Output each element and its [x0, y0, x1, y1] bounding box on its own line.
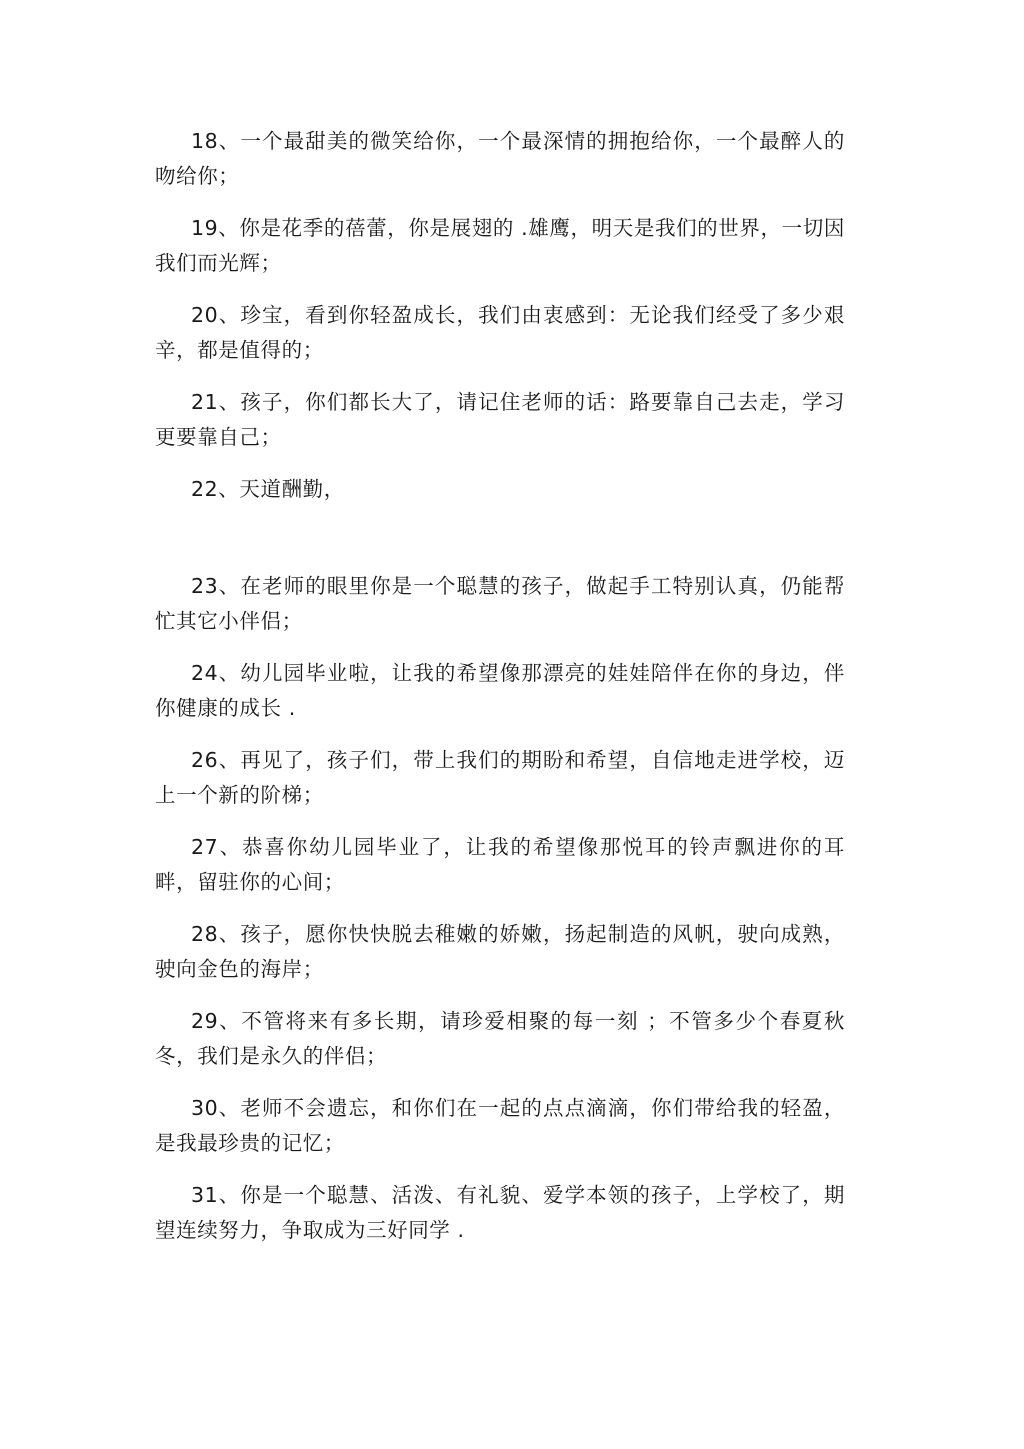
paragraph-19: 19、你是花季的蓓蕾，你是展翅的 .雄鹰，明天是我们的世界，一切因我们而光辉； [155, 216, 845, 275]
paragraph-23: 23、在老师的眼里你是一个聪慧的孩子，做起手工特别认真，仍能帮忙其它小伴侣； [155, 574, 845, 633]
paragraph-24: 24、幼儿园毕业啦，让我的希望像那漂亮的娃娃陪伴在你的身边，伴你健康的成长 . [155, 661, 845, 720]
paragraph-27: 27、恭喜你幼儿园毕业了，让我的希望像那悦耳的铃声飘进你的耳畔，留驻你的心间； [155, 835, 845, 894]
paragraph-28: 28、孩子，愿你快快脱去稚嫩的娇嫩，扬起制造的风帆，驶向成熟，驶向金色的海岸； [155, 922, 845, 981]
paragraph-22: 22、天道酬勤， [191, 477, 345, 501]
paragraph-29: 29、不管将来有多长期，请珍爱相聚的每一刻 ；不管多少个春夏秋冬，我们是永久的伴侣； [155, 1009, 845, 1068]
paragraph-31: 31、你是一个聪慧、活泼、有礼貌、爱学本领的孩子，上学校了，期望连续努力，争取成为三好同学 . [155, 1183, 845, 1242]
document-body [155, 124, 845, 1265]
paragraph-18: 18、一个最甜美的微笑给你，一个最深情的拥抱给你，一个最醉人的吻给你； [155, 129, 845, 188]
paragraph-21: 21、孩子，你们都长大了，请记住老师的话：路要靠自己去走，学习更要靠自己； [155, 390, 845, 449]
paragraph-20: 20、珍宝，看到你轻盈成长，我们由衷感到：无论我们经受了多少艰辛，都是值得的； [155, 303, 845, 362]
paragraph-30: 30、老师不会遗忘，和你们在一起的点点滴滴，你们带给我的轻盈，是我最珍贵的记忆； [155, 1096, 845, 1155]
paragraph-26: 26、再见了，孩子们，带上我们的期盼和希望，自信地走进学校，迈上一个新的阶梯； [155, 748, 845, 807]
